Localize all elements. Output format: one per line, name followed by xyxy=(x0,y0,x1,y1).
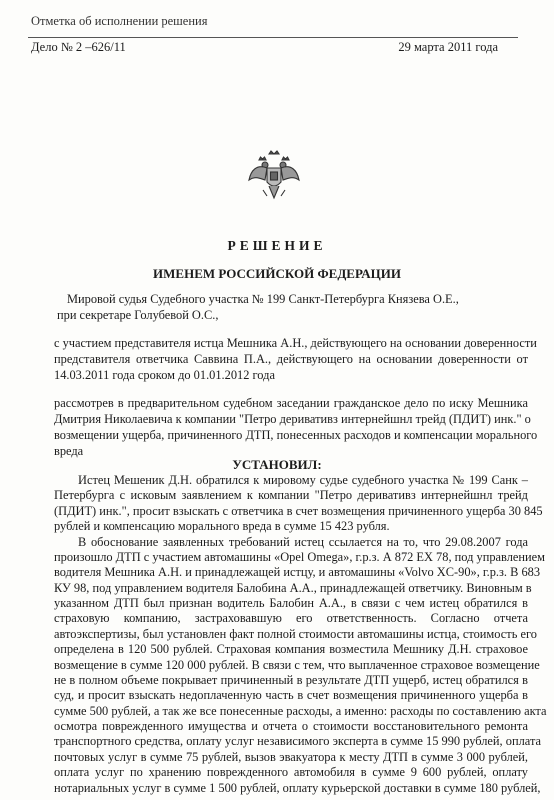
p2-line-1: В обоснование заявленных требований истец ссылается на то, что 29.08.2007 года xyxy=(78,535,528,549)
participants-line-3: 14.03.2011 года сроком до 01.01.2012 года xyxy=(54,368,275,382)
participants-line-2: представителя ответчика Саввина П.А., действующего на основании доверенности от xyxy=(54,352,528,366)
case-number: Дело № 2 –626/11 xyxy=(31,40,126,54)
p2-line-9: возмещение в сумме 120 000 рублей. В связи с тем, что выплаченное страховое возмещение xyxy=(54,658,540,672)
decision-date: 29 марта 2011 года xyxy=(398,40,498,54)
considered-line-1: рассмотрев в предварительном судебном заседании гражданское дело по иску Мешника xyxy=(54,396,528,410)
secretary-line: при секретаре Голубевой О.С., xyxy=(57,308,219,322)
p2-line-14: транспортного средства, оплату услуг независимого эксперта в сумме 15 990 рублей, оплата xyxy=(54,734,542,748)
considered-line-3: возмещении ущерба, причиненного ДТП, понесенных расходов и компенсации морального xyxy=(54,428,538,442)
document-subtitle: ИМЕНЕМ РОССИЙСКОЙ ФЕДЕРАЦИИ xyxy=(153,266,401,281)
p1-line-3: (ПДИТ) инк.", просит взыскать с ответчика в счет возмещения причиненного ущерба 30 845 xyxy=(54,504,543,518)
p2-line-8: определена в 120 500 рублей. Страховая компания возместила Мешнику Д.Н. страховое xyxy=(54,642,528,656)
header-rule xyxy=(28,37,518,38)
p2-line-12: сумме 500 рублей, а так же все понесенные расходы, а именно: расходы по составлению акта xyxy=(54,704,547,718)
p1-line-1: Истец Мешеник Д.Н. обратился к мировому судье судебного участка № 199 Санк – xyxy=(78,473,528,487)
coat-of-arms-icon xyxy=(245,150,303,202)
p2-line-11: суд, и просит взыскать недоплаченную часть в счет возмещения причиненного ущерба в xyxy=(54,688,528,702)
p2-line-6: страховую компанию, застраховавшую его ответственность. Согласно отчета xyxy=(54,611,528,625)
participants-line-1: с участием представителя истца Мешника А.Н., действующего на основании доверенности xyxy=(54,336,537,350)
p1-line-2: Петербурга с исковым заявлением к компании "Петро деривативз интернейшнл трейд xyxy=(54,488,528,502)
p2-line-15: почтовых услуг в сумме 75 рублей, вызов эвакуатора к месту ДТП в сумме 3 000 рублей, xyxy=(54,750,528,764)
considered-line-2: Дмитрия Николаевича к компании "Петро деривативз интернейшнл трейд (ПДИТ) инк." о xyxy=(54,412,531,426)
execution-note: Отметка об исполнении решения xyxy=(31,14,208,28)
p2-line-17: нотариальных услуг в сумме 1 500 рублей, оплату курьерской доставки в сумме 180 рублей, xyxy=(54,781,541,795)
p2-line-13: осмотра поврежденного имущества и отчета о стоимости восстановительного ремонта xyxy=(54,719,528,733)
p2-line-4: КУ 98, под управлением водителя Балобина А.А., принадлежащей ответчику. Виновным в xyxy=(54,581,532,595)
p2-line-7: автоэкспертизы, был установлен факт полной стоимости автомашины истца, стоимость его xyxy=(54,627,537,641)
judge-line: Мировой судья Судебного участка № 199 Санкт-Петербурга Князева О.Е., xyxy=(67,292,459,306)
document-title: РЕШЕНИЕ xyxy=(227,238,327,253)
established-heading: УСТАНОВИЛ: xyxy=(232,457,322,472)
p1-line-4: рублей и компенсацию морального вреда в сумме 15 423 рубля. xyxy=(54,519,390,533)
p2-line-3: водителя Мешника А.Н. и принадлежащей истцу, и автомашины «Volvo XC-90», г.р.з. В 683 xyxy=(54,565,541,579)
p2-line-16: оплата услуг по хранению поврежденного автомобиля в сумме 9 600 рублей, оплату xyxy=(54,765,528,779)
p2-line-10: не в полном объеме покрывает причиненный в результате ДТП ущерб, истец обратился в xyxy=(54,673,528,687)
considered-line-4: вреда xyxy=(54,444,84,458)
p2-line-5: указанном ДТП был признан водитель Балобин А.А., в связи с чем истец обратился в xyxy=(54,596,528,610)
p2-line-2: произошло ДТП с участием автомашины «Opel Omega», г.р.з. А 872 ЕХ 78, под управлением xyxy=(54,550,546,564)
